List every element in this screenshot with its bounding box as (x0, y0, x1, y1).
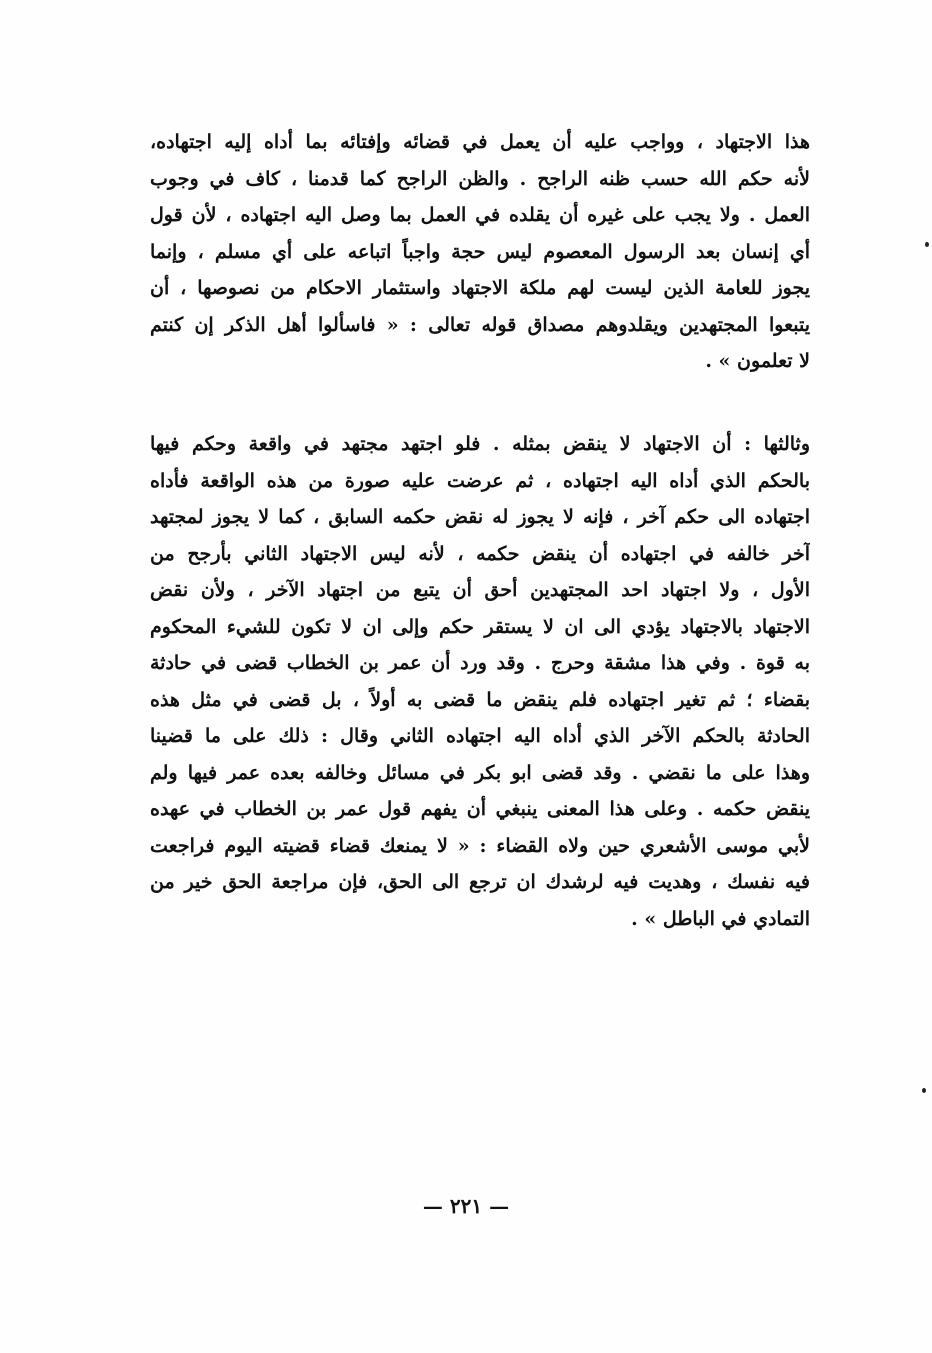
text-line: الاجتهاد بالاجتهاد يؤدي الى ان لا يستقر حكم وإلى ان لا تكون للشيء المحكوم (150, 615, 810, 638)
page-number: — ٢٢١ — (422, 1194, 510, 1218)
text-line: الحادثة بالحكم الآخر الذي أداه اليه اجتهاده الثاني وقال : ذلك على ما قضينا (150, 725, 810, 747)
text-line: به قوة . وفي هذا مشقة وحرج . وقد ورد أن عمر بن الخطاب قضى في حادثة (150, 652, 810, 674)
text-line: آخر خالفه في اجتهاده أن ينقض حكمه ، لأنه ليس الاجتهاد الثاني بأرجح من (150, 542, 810, 565)
text-line: بالحكم الذي أداه اليه اجتهاده ، ثم عرضت عليه صورة من هذه الواقعة فأداه (150, 469, 810, 492)
text-line: لأبي موسى الأشعري حين ولاه القضاء : « لا يمنعك قضاء قضيته اليوم فراجعت (150, 834, 810, 857)
text-line: يجوز للعامة الذين ليست لهم ملكة الاجتهاد واستثمار الاحكام من نصوصها ، أن (150, 277, 810, 299)
text-line: فيه نفسك ، وهديت فيه لرشدك ان ترجع الى الحق، فإن مراجعة الحق خير من (150, 871, 810, 893)
text-line: يتبعوا المجتهدين ويقلدوهم مصداق قوله تعالى : « فاسألوا أهل الذكر إن كنتم (150, 313, 810, 336)
paragraph-1 (150, 124, 810, 380)
text-line: ينقض حكمه . وعلى هذا المعنى ينبغي أن يفهم قول عمر بن الخطاب في عهده (150, 798, 810, 820)
text-line: أي إنسان بعد الرسول المعصوم ليس حجة واجباً اتباعه على أي مسلم ، وإنما (150, 240, 810, 263)
scan-speck (925, 242, 929, 247)
text-line: التمادي في الباطل » . (631, 907, 810, 930)
text-line: لأنه حكم الله حسب ظنه الراجح . والظن الراجح كما قدمنا ، كاف في وجوب (150, 167, 810, 190)
text-line: بقضاء ؛ ثم تغير اجتهاده فلم ينقض ما قضى به أولاً ، بل قضى في مثل هذه (150, 688, 810, 711)
text-line: لا تعلمون » . (705, 350, 810, 372)
text-line: وهذا على ما نقضي . وقد قضى ابو بكر في مسائل وخالفه بعده عمر فيها ولم (150, 761, 810, 784)
scan-speck (922, 1088, 926, 1093)
text-line: وثالثها : أن الاجتهاد لا ينقض بمثله . فلو اجتهد مجتهد في واقعة وحكم فيها (150, 433, 810, 455)
text-line: اجتهاده الى حكم آخر ، فإنه لا يجوز له نقض حكمه السابق ، كما لا يجوز لمجتهد (150, 506, 810, 528)
text-line: الأول ، ولا اجتهاد احد المجتهدين أحق أن يتبع من اجتهاد الآخر ، ولأن نقض (150, 579, 810, 601)
text-line: العمل . ولا يجب على غيره أن يقلده في العمل بما وصل اليه اجتهاده ، لأن قول (150, 204, 810, 226)
paragraph-2 (150, 426, 810, 937)
text-line: هذا الاجتهاد ، وواجب عليه أن يعمل في قضائه وإفتائه بما أداه إليه اجتهاده، (150, 131, 810, 153)
